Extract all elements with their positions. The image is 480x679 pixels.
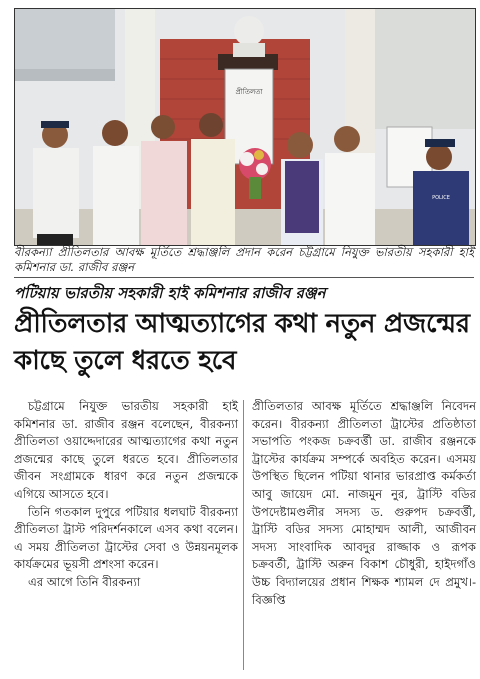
main-headline: প্রীতিলতার আত্মত্যাগের কথা নতুন প্রজন্মের কাছে তুলে ধরতে হবে bbox=[14, 309, 470, 376]
news-photo bbox=[14, 8, 476, 246]
article-paragraph: তিনি গতকাল দুপুরে পটিয়ার ধলঘাট বীরকন্যা প্রীতিলতা ট্রাস্ট পরিদর্শনকালে এসব কথা বলেন।এ সময় প্রীতিলতা ট্রাস্টের সেবা ও উন্নয়নমূলক কার্যক্রমের ভূয়সী প্রশংসা করেন। bbox=[14, 504, 238, 572]
plaque-text: প্রীতিলতা bbox=[235, 88, 263, 96]
article-column-right bbox=[252, 398, 476, 609]
group-photo-illustration bbox=[15, 9, 475, 245]
article-paragraph: প্রীতিলতার আবক্ষ মূর্তিতে শ্রদ্ধাঞ্জলি নিবেদন করেন। বীরকন্যা প্রীতিলতা ট্রাস্টের প্রতিষ্ঠাতা সভাপতি পংকজ চক্রবর্ত্তী ডা. রাজীব রঞ্জনকে ট্রাস্টের কার্যক্রম সম্পর্কে অবহিত করেন। এসময় উপস্থিত ছিলেন পটিয়া থানার ভারপ্রাপ্ত কর্মকর্তা আবু জায়েদ মো. নাজমুন নুর, ট্রাস্টি বডির উপদেষ্টামণ্ডলীর সদস্য ড. গুরুপদ চক্রবর্ত্তী, ট্রাস্টি বডির সদস্য মোহাম্মদ আলী, আজীবন সদস্য সাংবাদিক আবদুর রাজ্জাক ও রূপক চক্রবর্তী, ট্রাস্টি অরুন বিকাশ চৌধুরী, হাইদগাঁও উচ্চ বিদ্যালয়ের প্রধান শিক্ষক শ্যামল দে প্রমুখ।-বিজ্ঞপ্তি bbox=[252, 399, 476, 607]
article-paragraph: এর আগে তিনি বীরকন্যা bbox=[28, 574, 141, 589]
article-paragraph: চট্টগ্রামে নিযুক্ত ভারতীয় সহকারী হাই কমিশনার ডা. রাজীব রঞ্জন বলেছেন, বীরকন্যা প্রীতিলতা ওয়াদ্দেদারের আত্মত্যাগের কথা নতুন প্রজন্মের কাছে তুলে ধরতে হবে। প্রীতিলতার জীবন সংগ্রামকে ধারণ করে নতুন প্রজন্মকে এগিয়ে আসতে হবে। bbox=[14, 399, 238, 501]
police-badge-text: POLICE bbox=[432, 195, 450, 201]
kicker-headline: পটিয়ায় ভারতীয় সহকারী হাই কমিশনার রাজীব রঞ্জন bbox=[14, 284, 326, 302]
article-column-left bbox=[14, 398, 238, 592]
column-divider bbox=[243, 400, 244, 670]
photo-caption: বীরকন্যা প্রীতিলতার আবক্ষ মূর্তিতে শ্রদ্ধাঞ্জলি প্রদান করেন চট্টগ্রামে নিযুক্ত ভারতীয় সহকারী হাই কমিশনার ডা. রাজীব রঞ্জন bbox=[14, 245, 474, 278]
